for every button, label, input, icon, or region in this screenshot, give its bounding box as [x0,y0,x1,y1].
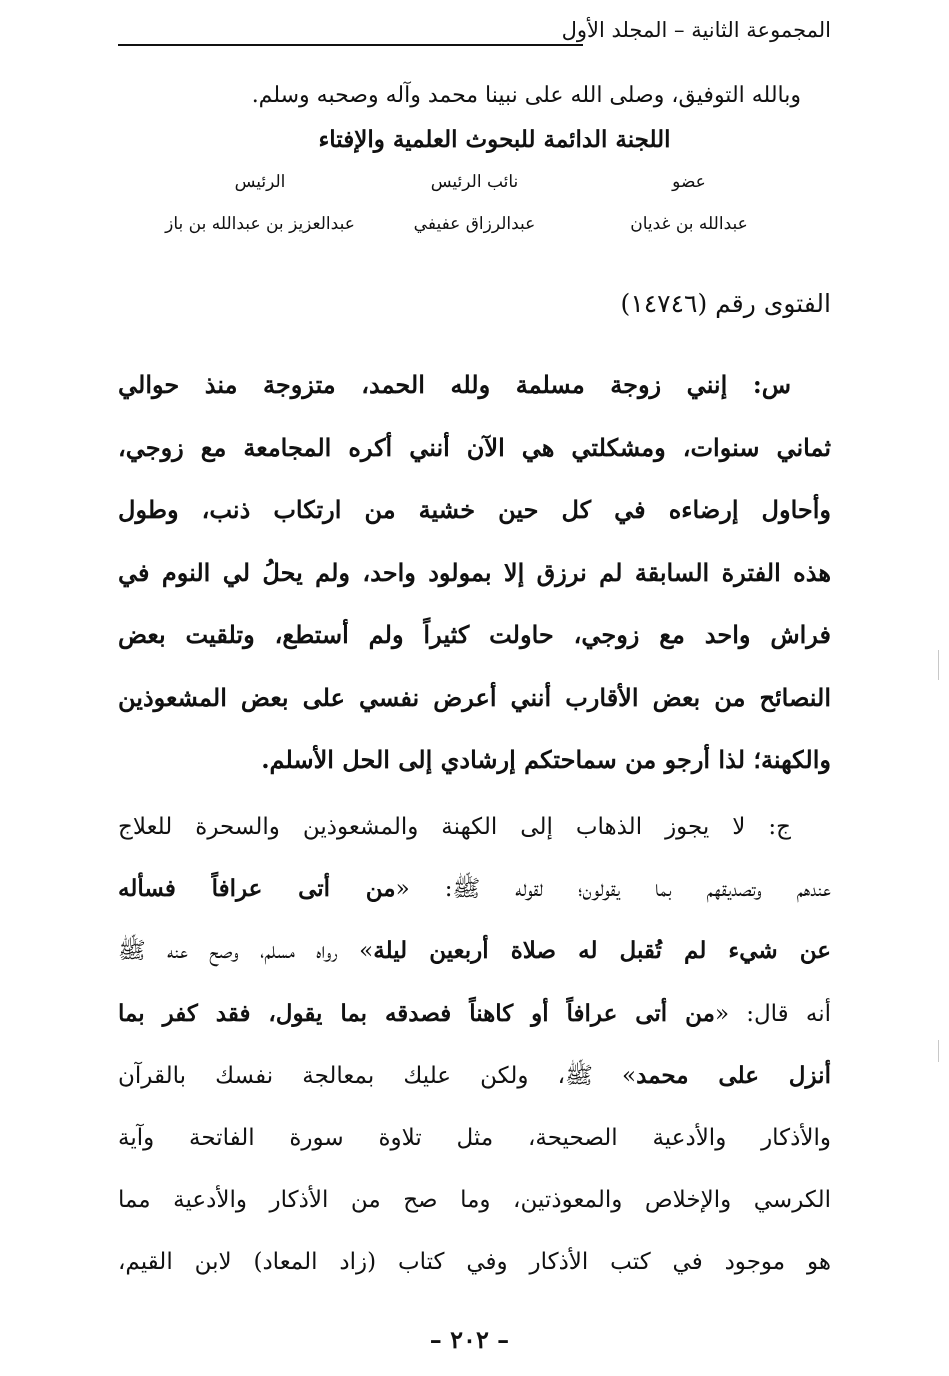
answer-text: » ﷺ، ولكن عليك بمعالجة نفسك بالقرآن [118,1062,637,1089]
question-line: النصائح من بعض الأقارب أنني أعرض نفسي على بعض المشعوذين [118,682,831,712]
president-name: عبدالعزيز بن عبدالله بن باز [165,214,355,234]
answer-line [118,983,831,1045]
answer-line: هو موجود في كتب الأذكار وفي كتاب (زاد المعاد) لابن القيم، [118,1249,831,1276]
signature-roles [160,172,789,192]
answer-text: » رواه مسلم، وصح عنه ﷺ [118,938,374,965]
answer-text: عندهم وتصديقهم بما يقولون؛ لقوله ﷺ: « [395,876,831,903]
answer-paragraph [118,796,831,1294]
running-header-title: المجموعة الثانية – المجلد الأول [561,18,831,42]
answer-line [118,858,831,920]
committee-name: اللجنة الدائمة للبحوث العلمية والإفتاء [318,126,671,153]
answer-line [118,920,831,982]
page-number: – ٢٠٢ – [429,1325,510,1354]
vice-president-role: نائب الرئيس [430,172,519,192]
answer-line: الكرسي والإخلاص والمعوذتين، وما صح من الأذكار والأدعية مما [118,1187,831,1214]
question-line: وأحاول إرضاءه في كل حين خشية من ارتكاب ذنب، وطول [118,495,831,524]
answer-text: أنه قال: « [714,1000,831,1027]
scan-edge-mark [938,1040,939,1062]
president-role: الرئيس [234,172,286,192]
question-line: والكهنة؛ لذا أرجو من سماحتكم إرشادي إلى الحل الأسلم. [261,745,831,774]
closing-prayer: وبالله التوفيق، وصلى الله على نبينا محمد وآله وصحبه وسلم. [251,83,801,108]
question-paragraph [118,354,831,792]
question-line: هذه الفترة السابقة لم نرزق إلا بمولود واحد، ولم يحلُ لي النوم في [118,557,831,587]
member-name: عبدالله بن غديان [630,214,748,234]
hadith-quote: من أتى عرافاً أو كاهناً فصدقه بما يقول، فقد كفر بما [118,999,715,1027]
scan-edge-mark [938,650,939,680]
question-line: س: إنني زوجة مسلمة ولله الحمد، متزوجة منذ حوالي [118,370,791,399]
hadith-quote: عن شيء لم تُقبل له صلاة أربعين ليلة [373,937,831,965]
header-divider [118,44,583,46]
signature-names [160,214,789,234]
question-line: ثماني سنوات، ومشكلتي هي الآن أنني أكره المجامعة مع زوجي، [118,432,831,462]
answer-line [118,1045,831,1107]
answer-line: والأذكار والأدعية الصحيحة، مثل تلاوة سورة الفاتحة وآية [118,1125,831,1152]
vice-president-name: عبدالرزاق عفيفي [413,214,536,234]
fatwa-number: الفتوى رقم (١٤٧٤٦) [620,289,831,318]
hadith-quote: من أتى عرافاً فسأله [118,875,396,903]
hadith-quote: أنزل على محمد [636,1061,831,1089]
question-line: فراش واحد مع زوجي، حاولت كثيراً ولم أستطع، وتلقيت بعض [118,620,831,649]
answer-line: ج: لا يجوز الذهاب إلى الكهنة والمشعوذين والسحرة للعلاج [118,814,791,840]
member-role: عضو [672,172,706,192]
